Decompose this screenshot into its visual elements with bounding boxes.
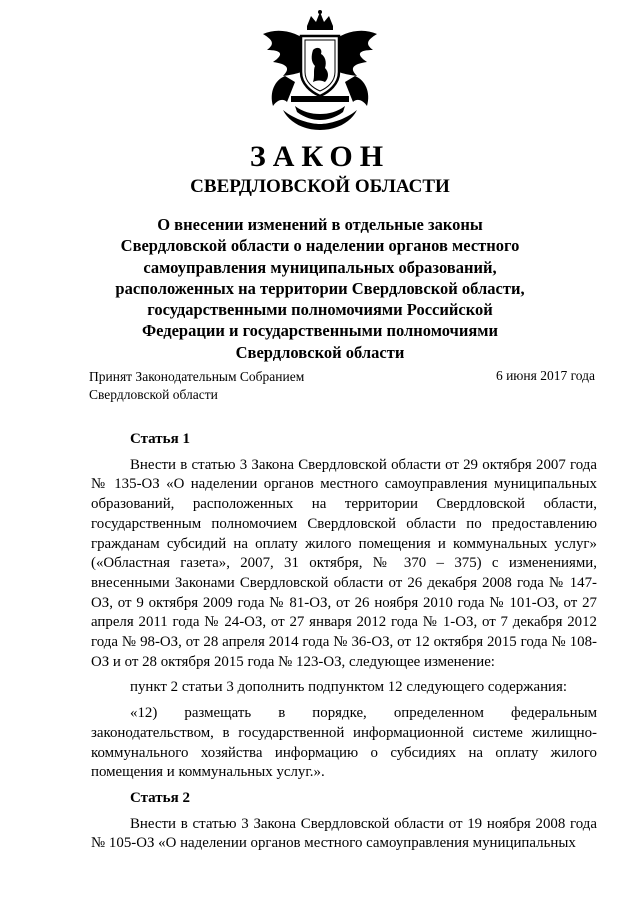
law-body [91, 430, 597, 854]
adoption-date: 6 июня 2017 года [495, 368, 595, 383]
subject-line: самоуправления муниципальных образований, [143, 257, 497, 277]
law-title: ЗАКОН [249, 140, 391, 173]
coat-of-arms-icon [255, 10, 385, 135]
subject-line: расположенных на территории Свердловской области, [115, 278, 525, 298]
adoption-body [89, 368, 304, 404]
article-1-paragraph: «12) размещать в порядке, определенном федеральным законодательством, в государственной информационной системе жилищно-коммунального хозяйства информацию о субсидиях на оплату жилого помещения и коммунальных услуг.». [91, 705, 597, 781]
region-subtitle: СВЕРДЛОВСКОЙ ОБЛАСТИ [190, 176, 450, 197]
subject-line: О внесении изменений в отдельные законы [157, 215, 483, 234]
article-2-heading: Статья 2 [130, 789, 190, 806]
article-2-paragraph: Внести в статью 3 Закона Свердловской области от 19 ноября 2008 года № 105-ОЗ «О наделении органов местного самоуправления муниципальных [91, 815, 597, 852]
law-subject [95, 214, 545, 363]
article-1-paragraph: Внести в статью 3 Закона Свердловской области от 29 октября 2007 года № 135-ОЗ «О наделении органов местного самоуправления муниципальных образований, расположенных на территории Свердловской области, государственным полномочием Свердловской области по предоставлению гражданам субсидий на оплату жилого помещения и коммунальных услуг» («Областная газета», 2007, 31 октября, № 370 – 375) с изменениями, внесенными Законами Свердловской области от 26 декабря 2008 года № 147-ОЗ, от 9 октября 2009 года № 81-ОЗ, от 26 ноября 2010 года № 101-ОЗ, от 27 апреля 2011 года № 24-ОЗ, от 27 января 2012 года № 1-ОЗ, от 7 декабря 2012 года № 98-ОЗ, от 28 апреля 2014 года № 36-ОЗ, от 12 октября 2015 года № 108-ОЗ и от 28 октября 2015 года № 123-ОЗ, следующее изменение: [91, 456, 597, 670]
adoption-line: Принят Законодательным Собранием [89, 369, 305, 384]
article-1-heading: Статья 1 [130, 431, 190, 447]
subject-line: Федерации и государственными полномочиями [141, 321, 499, 341]
subject-line: государственными полномочиями Российской [147, 300, 493, 320]
adoption-line: Свердловской области [89, 387, 218, 402]
subject-line: Свердловской области [235, 342, 405, 362]
subject-line: Свердловской области о наделении органов местного [120, 236, 520, 256]
article-1-paragraph: пункт 2 статьи 3 дополнить подпунктом 12 следующего содержания: [130, 679, 567, 696]
